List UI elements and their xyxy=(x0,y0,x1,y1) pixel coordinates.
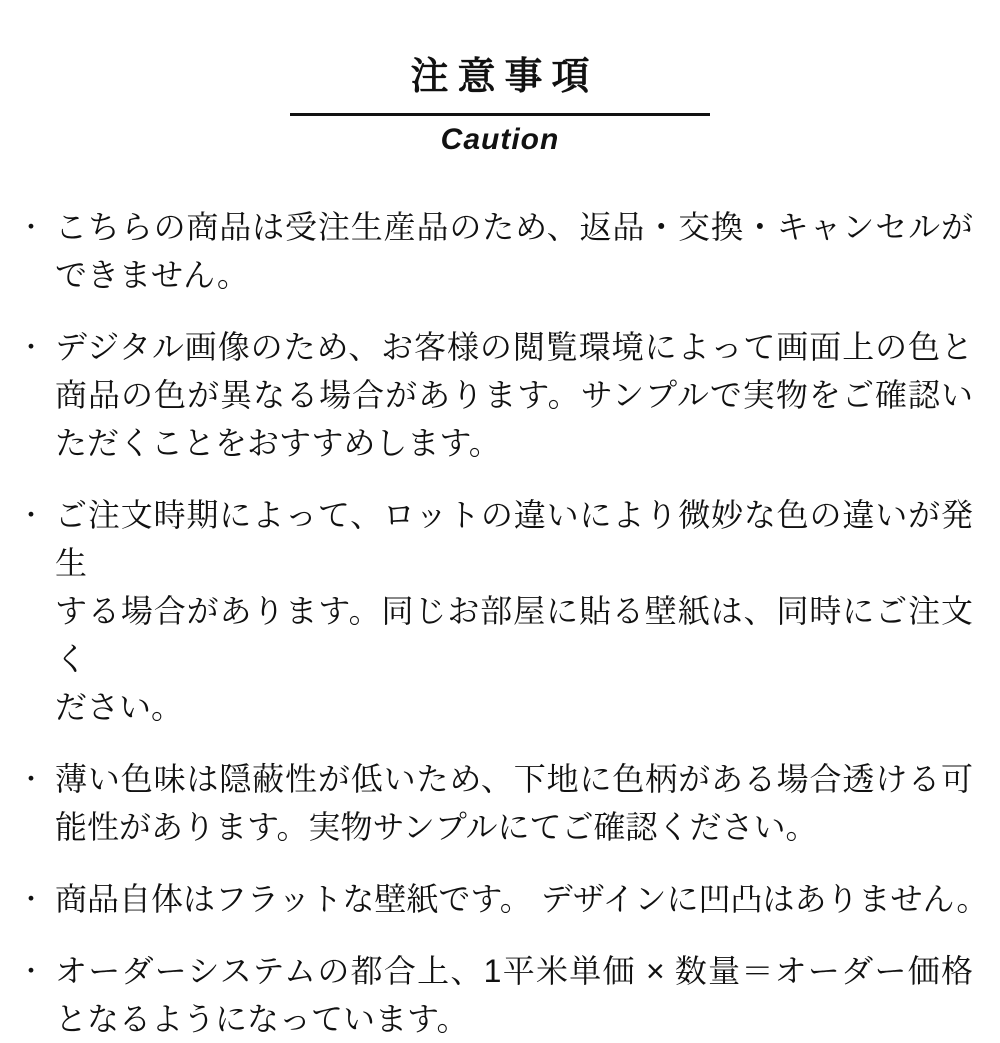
header xyxy=(0,54,1000,159)
caution-list xyxy=(0,203,1000,1043)
text-line: ださい。 xyxy=(55,688,184,725)
list-item-text xyxy=(55,875,989,923)
bullet-marker: ・ xyxy=(18,211,45,242)
title-underline xyxy=(290,113,710,116)
text-line: ただくことをおすすめします。 xyxy=(55,424,501,461)
text-line: する場合があります。同じお部屋に貼る壁紙は、同時にご注文く xyxy=(55,592,973,677)
bullet-marker: ・ xyxy=(18,331,45,362)
text-line: 薄い色味は隠蔽性が低いため、下地に色柄がある場合透ける可 xyxy=(55,760,973,797)
list-item xyxy=(18,947,975,1043)
bullet-marker: ・ xyxy=(18,955,45,986)
list-item-text xyxy=(55,491,973,731)
text-line: となるようになっています。 xyxy=(55,1000,469,1037)
page-title: 注意事項 xyxy=(410,56,599,98)
page-subtitle: Caution xyxy=(440,122,560,156)
text-line: 商品自体はフラットな壁紙です。 デザインに凹凸はありません。 xyxy=(55,880,989,917)
text-line: 能性があります。実物サンプルにてご確認ください。 xyxy=(55,808,818,845)
text-line: デジタル画像のため、お客様の閲覧環境によって画面上の色と xyxy=(55,328,973,365)
list-item-text xyxy=(55,203,973,299)
bullet-marker: ・ xyxy=(18,763,45,794)
text-line: オーダーシステムの都合上、1平米単価 × 数量＝オーダー価格 xyxy=(55,952,973,989)
list-item-text xyxy=(55,323,973,467)
text-line: できません。 xyxy=(55,256,249,293)
text-line: 商品の色が異なる場合があります。サンプルで実物をご確認い xyxy=(55,376,973,413)
text-line: こちらの商品は受注生産品のため、返品・交換・キャンセルが xyxy=(55,208,973,245)
list-item xyxy=(18,875,989,923)
list-item-text xyxy=(55,947,973,1043)
bullet-marker: ・ xyxy=(18,883,45,914)
text-line: ご注文時期によって、ロットの違いにより微妙な色の違いが発生 xyxy=(55,496,973,581)
list-item xyxy=(18,203,975,299)
bullet-marker: ・ xyxy=(18,499,45,530)
list-item-text xyxy=(55,755,973,851)
list-item xyxy=(18,491,975,731)
list-item xyxy=(18,323,975,467)
list-item xyxy=(18,755,975,851)
